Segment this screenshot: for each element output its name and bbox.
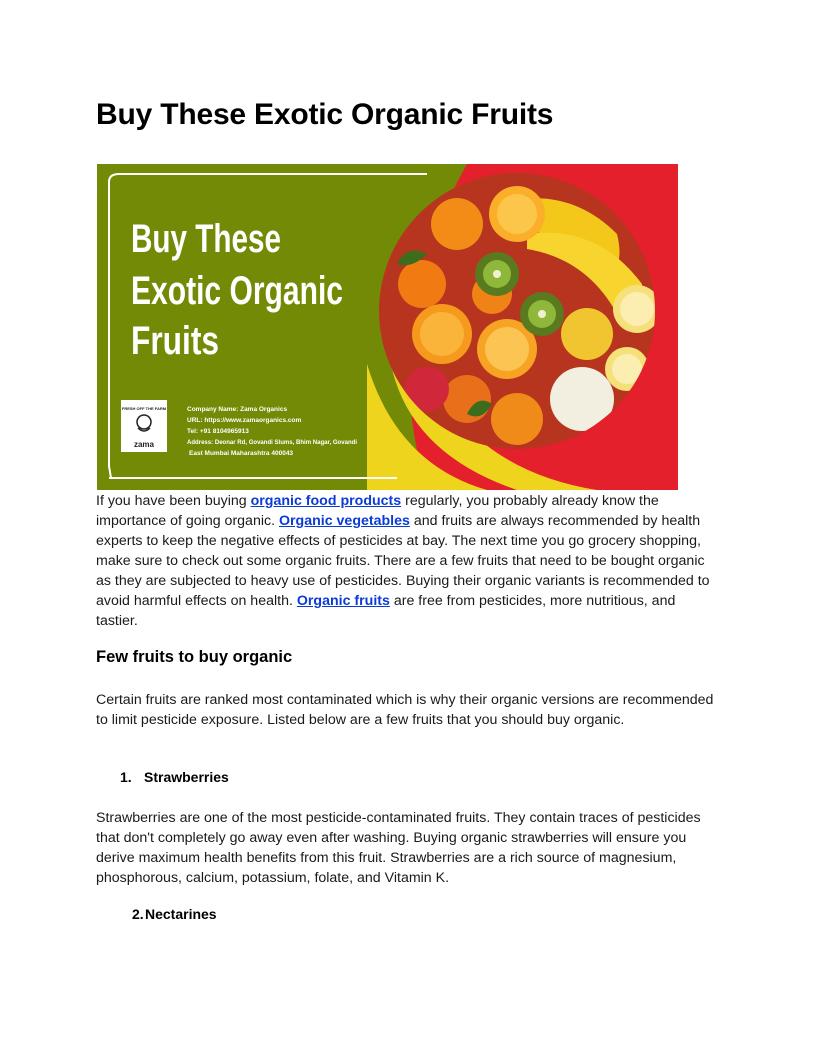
section-heading: Few fruits to buy organic	[96, 648, 293, 666]
intro-text-1: If you have been buying	[96, 493, 251, 509]
organic-fruits-link[interactable]: Organic fruits	[296, 593, 390, 609]
strawberries-paragraph: Strawberries are one of the most pesticide-contaminated fruits. They contain traces of pesticides that don't completely go away even after washing. Buying organic strawberries will ensure you derive maximum health benefits from this fruit. Strawberries are a rich source of magnesium, phosphorous, calcium, potassium, folate, and Vitamin K.	[96, 810, 701, 886]
list-item-title: Nectarines	[145, 906, 217, 922]
banner-image	[97, 164, 678, 490]
banner-tel: Tel: +91 8104965913	[187, 428, 249, 435]
list-number: 1.	[120, 769, 132, 785]
banner-headline-line3: Fruits	[131, 319, 219, 363]
list-item-nectarines	[132, 906, 217, 922]
list-number: 2.	[132, 906, 144, 922]
zama-logo-text: zama	[133, 440, 155, 449]
organic-vegetables-link[interactable]: Organic vegetables	[278, 513, 410, 529]
banner-address-line2: East Mumbai Maharashtra 400043	[189, 450, 294, 457]
organic-food-products-link[interactable]: organic food products	[250, 493, 402, 509]
zama-logo-arc-text: FRESH OFF THE FARM	[121, 406, 167, 411]
banner-address-line1: Address: Deonar Rd, Govandi Slums, Bhim Nagar, Govandi	[187, 439, 358, 446]
page-title: Buy These Exotic Organic Fruits	[96, 98, 554, 131]
banner-url: URL: https://www.zamaorganics.com	[187, 417, 302, 424]
list-item-strawberries	[120, 769, 229, 785]
section-paragraph: Certain fruits are ranked most contaminated which is why their organic versions are recommended to limit pesticide exposure. Listed below are a few fruits that you should buy organic.	[96, 692, 714, 728]
banner-headline-line1: Buy These	[131, 217, 281, 261]
banner-company-name: Company Name: Zama Organics	[187, 406, 288, 413]
intro-text-3: and fruits are always recommended by health experts to keep the negative effects of pesticides at bay. The next time you go grocery shopping, make sure to check out some organic fruits. There are a few fruits that need to be bought organic as they are subjected to heavy use of pesticides. Buying their organic variants is recommended to avoid harmful effects on health.	[96, 513, 710, 609]
intro-text-4: are free from pesticides, more nutritious, and tastier.	[96, 593, 676, 629]
intro-text-2: regularly, you probably already know the importance of going organic.	[96, 493, 659, 529]
intro-paragraph	[96, 491, 720, 631]
banner-headline-line2: Exotic Organic	[131, 269, 343, 313]
list-item-title: Strawberries	[144, 769, 229, 785]
